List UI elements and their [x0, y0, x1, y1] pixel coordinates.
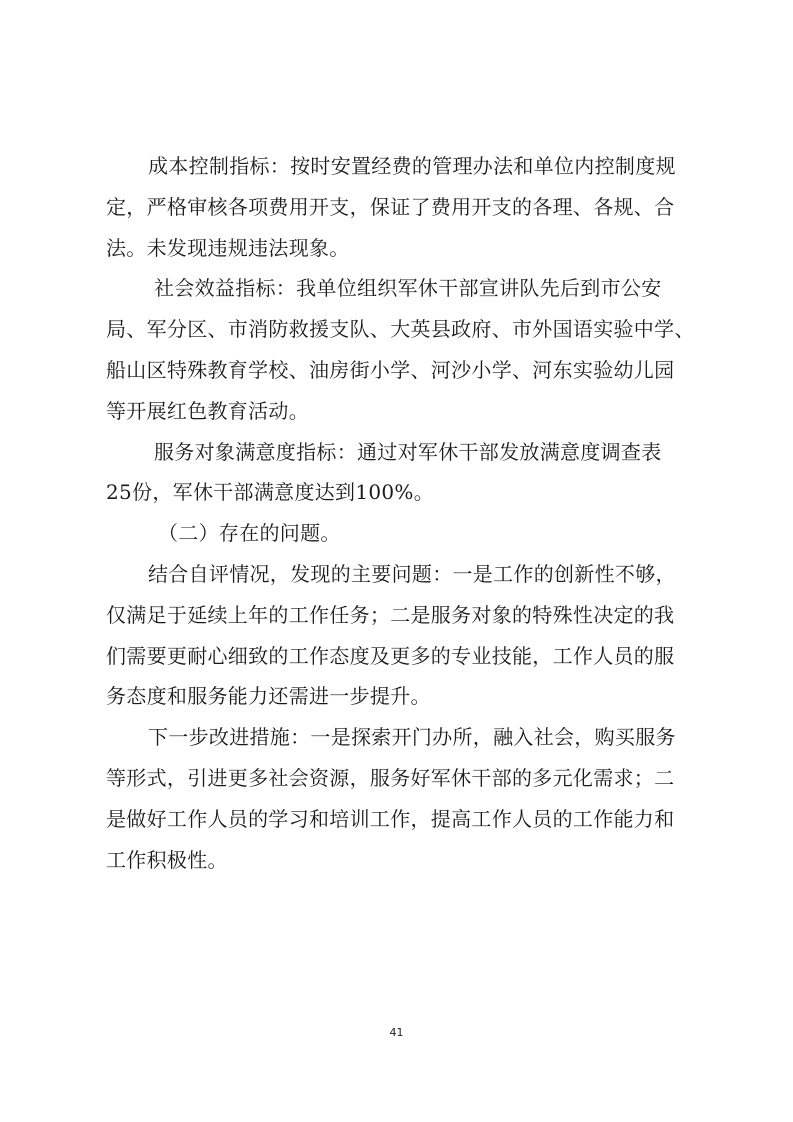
- social-benefit-paragraph: [106, 268, 696, 431]
- section-heading: [106, 513, 696, 554]
- paragraph-line: 服务对象满意度指标：通过对军休干部发放满意度调查表: [154, 439, 662, 464]
- paragraph-line: 等形式，引进更多社会资源，服务好军休干部的多元化需求；二: [106, 765, 675, 790]
- paragraph-line: 结合自评情况，发现的主要问题：一是工作的创新性不够，: [148, 561, 676, 586]
- paragraph-line: 是做好工作人员的学习和培训工作，提高工作人员的工作能力和: [106, 806, 675, 831]
- paragraph-line: 社会效益指标：我单位组织军休干部宣讲队先后到市公安: [154, 276, 662, 301]
- problems-paragraph: [106, 554, 696, 717]
- heading-line: （二）存在的问题。: [158, 521, 341, 546]
- paragraph-line: 25份，军休干部满意度达到100%。: [106, 480, 435, 505]
- paragraph-line: 仅满足于延续上年的工作任务；二是服务对象的特殊性决定的我: [106, 602, 675, 627]
- satisfaction-paragraph: [106, 432, 696, 514]
- paragraph-line: 局、军分区、市消防救援支队、大英县政府、市外国语实验中学、: [106, 317, 695, 342]
- paragraph-line: 船山区特殊教育学校、油房街小学、河沙小学、河东实验幼儿园: [106, 357, 675, 382]
- paragraph-line: 务态度和服务能力还需进一步提升。: [106, 684, 431, 709]
- paragraph-line: 成本控制指标：按时安置经费的管理办法和单位内控制度规: [148, 154, 676, 178]
- paragraph-line: 工作积极性。: [106, 847, 228, 872]
- paragraph-line: 等开展红色教育活动。: [106, 398, 309, 423]
- page-number: 41: [389, 1026, 404, 1039]
- paragraph-line: 下一步改进措施：一是探索开门办所，融入社会，购买服务: [148, 725, 676, 750]
- paragraph-line: 们需要更耐心细致的工作态度及更多的专业技能，工作人员的服: [106, 643, 675, 668]
- improvement-paragraph: [106, 717, 696, 880]
- document-body: [106, 146, 696, 880]
- paragraph-line: 定，严格审核各项费用开支，保证了费用开支的各理、各规、合: [106, 194, 675, 219]
- cost-control-paragraph: [106, 146, 696, 268]
- paragraph-line: 法。未发现违规违法现象。: [106, 235, 350, 260]
